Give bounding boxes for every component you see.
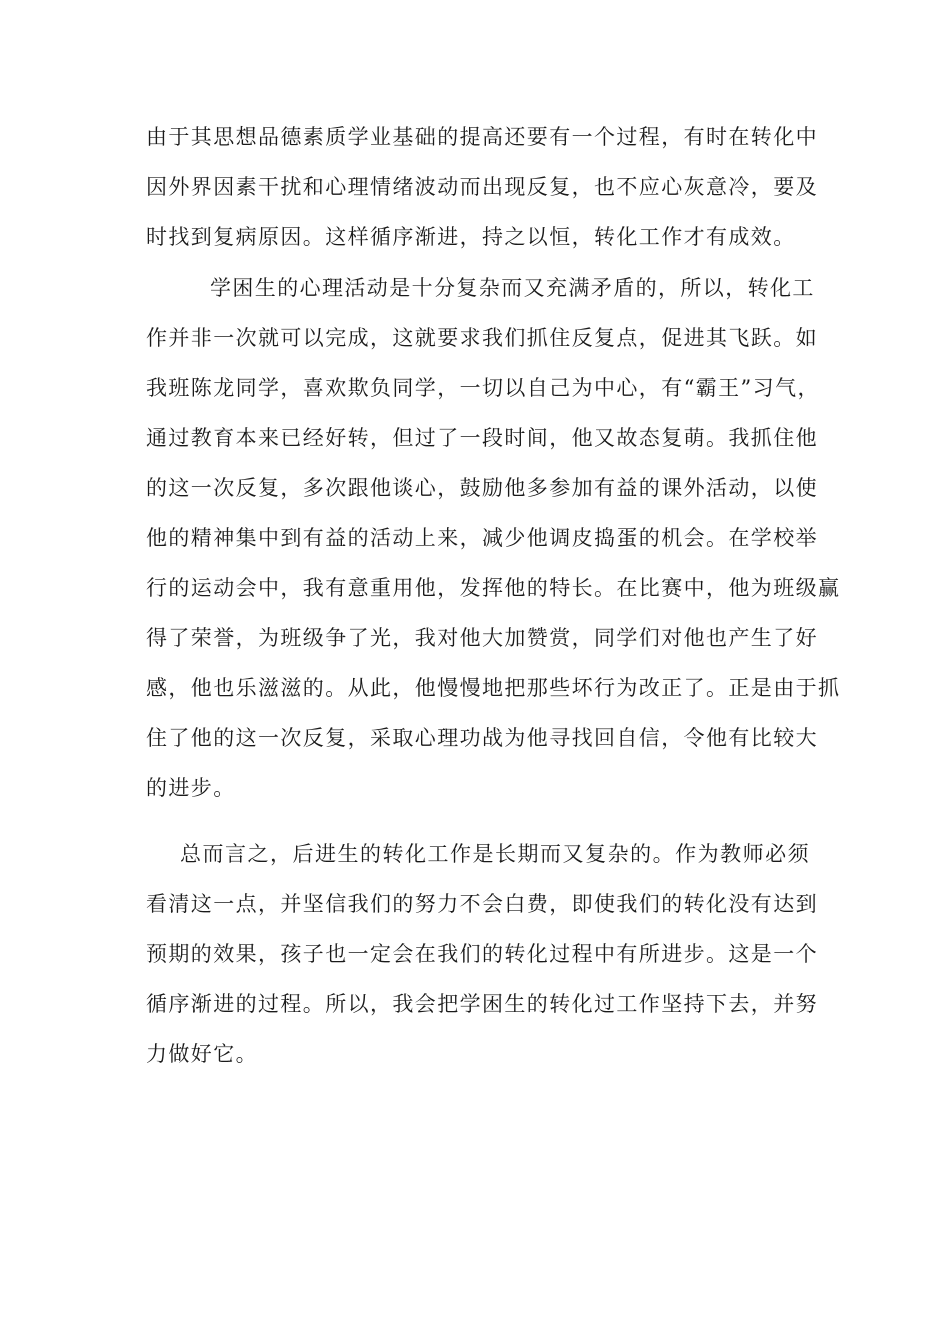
text-line: 由于其思想品德素质学业基础的提高还要有一个过程，有时在转化中 bbox=[146, 125, 818, 149]
text-line: 的这一次反复，多次跟他谈心，鼓励他多参加有益的课外活动，以使 bbox=[146, 476, 818, 500]
text-line: 循序渐进的过程。所以，我会把学困生的转化过工作坚持下去，并努 bbox=[146, 992, 818, 1016]
text-line: 力做好它。 bbox=[146, 1042, 258, 1066]
text-line: 感，他也乐滋滋的。从此，他慢慢地把那些坏行为改正了。正是由于抓 bbox=[146, 676, 841, 700]
text-line: 得了荣誉，为班级争了光，我对他大加赞赏，同学们对他也产生了好 bbox=[146, 626, 818, 650]
text-line: 学困生的心理活动是十分复杂而又充满矛盾的，所以，转化工 bbox=[210, 276, 815, 300]
text-line: 我班陈龙同学，喜欢欺负同学，一切以自己为中心，有“霸王”习气， bbox=[146, 376, 820, 400]
text-line: 作并非一次就可以完成，这就要求我们抓住反复点，促进其飞跃。如 bbox=[146, 326, 818, 350]
text-line: 住了他的这一次反复，采取心理功战为他寻找回自信，令他有比较大 bbox=[146, 726, 818, 750]
text-line: 他的精神集中到有益的活动上来，减少他调皮捣蛋的机会。在学校举 bbox=[146, 526, 818, 550]
text-line: 看清这一点，并坚信我们的努力不会白费，即使我们的转化没有达到 bbox=[146, 892, 818, 916]
text-line: 行的运动会中，我有意重用他，发挥他的特长。在比赛中，他为班级赢 bbox=[146, 576, 841, 600]
text-line: 通过教育本来已经好转，但过了一段时间，他又故态复萌。我抓住他 bbox=[146, 426, 818, 450]
text-line: 总而言之，后进生的转化工作是长期而又复杂的。作为教师必须 bbox=[180, 842, 810, 866]
text-line: 的进步。 bbox=[146, 776, 236, 800]
text-line: 预期的效果，孩子也一定会在我们的转化过程中有所进步。这是一个 bbox=[146, 942, 818, 966]
text-line: 因外界因素干扰和心理情绪波动而出现反复，也不应心灰意冷，要及 bbox=[146, 175, 818, 199]
text-line: 时找到复病原因。这样循序渐进，持之以恒，转化工作才有成效。 bbox=[146, 225, 796, 249]
